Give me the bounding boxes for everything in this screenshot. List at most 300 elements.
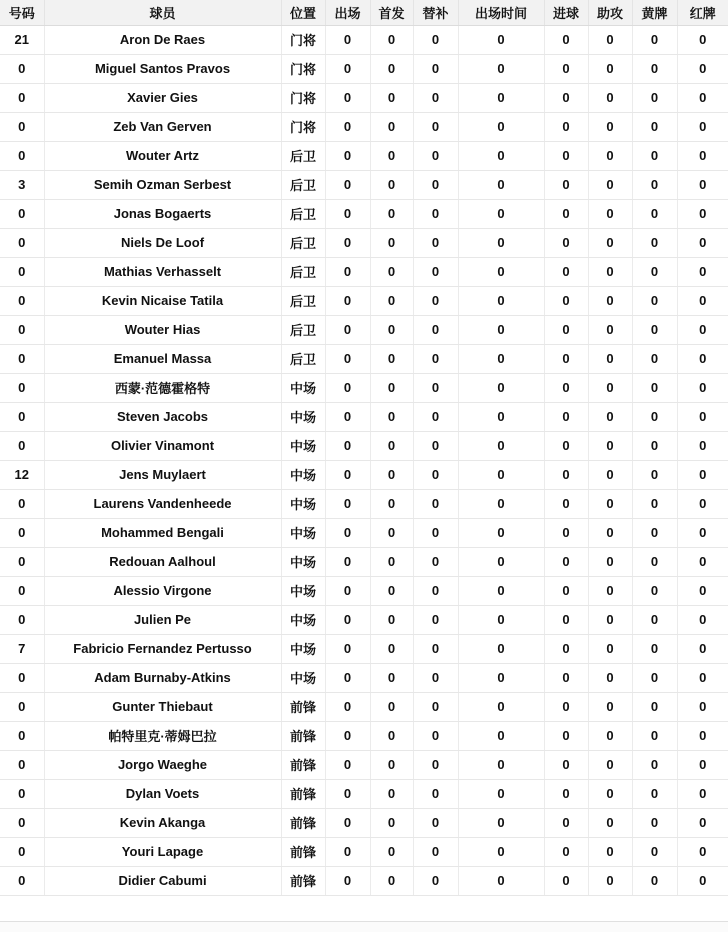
table-row (0, 83, 728, 112)
player-number-cell: 12 (0, 460, 44, 489)
player-name-cell: Steven Jacobs (44, 402, 281, 431)
starts-cell: 0 (370, 286, 413, 315)
position-cell: 门将 (281, 83, 325, 112)
substitute-cell: 0 (413, 228, 458, 257)
position-cell: 前锋 (281, 750, 325, 779)
assists-cell: 0 (588, 315, 632, 344)
starts-cell: 0 (370, 576, 413, 605)
table-row (0, 779, 728, 808)
table-row (0, 808, 728, 837)
yellow-cards-cell: 0 (632, 170, 677, 199)
player-name-cell: Kevin Akanga (44, 808, 281, 837)
player-number-cell: 0 (0, 431, 44, 460)
appearances-cell: 0 (325, 663, 370, 692)
column-header-yellow-cards: 黄牌 (632, 0, 677, 25)
red-cards-cell: 0 (677, 83, 728, 112)
player-name-cell: Laurens Vandenheede (44, 489, 281, 518)
minutes-cell: 0 (458, 257, 544, 286)
player-number-cell: 3 (0, 170, 44, 199)
yellow-cards-cell: 0 (632, 808, 677, 837)
position-cell: 后卫 (281, 257, 325, 286)
red-cards-cell: 0 (677, 257, 728, 286)
goals-cell: 0 (544, 344, 588, 373)
minutes-cell: 0 (458, 315, 544, 344)
appearances-cell: 0 (325, 692, 370, 721)
assists-cell: 0 (588, 721, 632, 750)
starts-cell: 0 (370, 750, 413, 779)
red-cards-cell: 0 (677, 460, 728, 489)
starts-cell: 0 (370, 83, 413, 112)
goals-cell: 0 (544, 837, 588, 866)
table-row (0, 837, 728, 866)
assists-cell: 0 (588, 373, 632, 402)
substitute-cell: 0 (413, 547, 458, 576)
yellow-cards-cell: 0 (632, 228, 677, 257)
goals-cell: 0 (544, 228, 588, 257)
assists-cell: 0 (588, 199, 632, 228)
yellow-cards-cell: 0 (632, 460, 677, 489)
player-name-cell: Redouan Aalhoul (44, 547, 281, 576)
header-row (0, 0, 728, 25)
player-number-cell: 0 (0, 257, 44, 286)
player-number-cell: 7 (0, 634, 44, 663)
substitute-cell: 0 (413, 866, 458, 895)
player-name-cell: Didier Cabumi (44, 866, 281, 895)
position-cell: 中场 (281, 402, 325, 431)
substitute-cell: 0 (413, 518, 458, 547)
assists-cell: 0 (588, 750, 632, 779)
substitute-cell: 0 (413, 199, 458, 228)
goals-cell: 0 (544, 170, 588, 199)
table-row (0, 228, 728, 257)
appearances-cell: 0 (325, 721, 370, 750)
player-number-cell: 0 (0, 402, 44, 431)
player-name-cell: Adam Burnaby-Atkins (44, 663, 281, 692)
starts-cell: 0 (370, 402, 413, 431)
player-number-cell: 0 (0, 808, 44, 837)
starts-cell: 0 (370, 808, 413, 837)
substitute-cell: 0 (413, 54, 458, 83)
starts-cell: 0 (370, 779, 413, 808)
assists-cell: 0 (588, 808, 632, 837)
position-cell: 前锋 (281, 692, 325, 721)
yellow-cards-cell: 0 (632, 779, 677, 808)
yellow-cards-cell: 0 (632, 141, 677, 170)
player-number-cell: 0 (0, 54, 44, 83)
yellow-cards-cell: 0 (632, 518, 677, 547)
goals-cell: 0 (544, 663, 588, 692)
table-row (0, 286, 728, 315)
appearances-cell: 0 (325, 25, 370, 54)
red-cards-cell: 0 (677, 112, 728, 141)
player-number-cell: 0 (0, 83, 44, 112)
goals-cell: 0 (544, 199, 588, 228)
player-number-cell: 0 (0, 373, 44, 402)
table-row (0, 257, 728, 286)
appearances-cell: 0 (325, 547, 370, 576)
table-row (0, 402, 728, 431)
starts-cell: 0 (370, 518, 413, 547)
starts-cell: 0 (370, 460, 413, 489)
player-number-cell: 21 (0, 25, 44, 54)
starts-cell: 0 (370, 605, 413, 634)
goals-cell: 0 (544, 750, 588, 779)
yellow-cards-cell: 0 (632, 692, 677, 721)
goals-cell: 0 (544, 141, 588, 170)
appearances-cell: 0 (325, 866, 370, 895)
assists-cell: 0 (588, 112, 632, 141)
red-cards-cell: 0 (677, 431, 728, 460)
position-cell: 中场 (281, 460, 325, 489)
table-row (0, 750, 728, 779)
position-cell: 后卫 (281, 344, 325, 373)
player-name-cell: Youri Lapage (44, 837, 281, 866)
position-cell: 门将 (281, 112, 325, 141)
minutes-cell: 0 (458, 25, 544, 54)
starts-cell: 0 (370, 228, 413, 257)
red-cards-cell: 0 (677, 199, 728, 228)
substitute-cell: 0 (413, 663, 458, 692)
appearances-cell: 0 (325, 634, 370, 663)
table-row (0, 634, 728, 663)
red-cards-cell: 0 (677, 808, 728, 837)
yellow-cards-cell: 0 (632, 431, 677, 460)
starts-cell: 0 (370, 315, 413, 344)
player-name-cell: Alessio Virgone (44, 576, 281, 605)
table-row (0, 489, 728, 518)
position-cell: 后卫 (281, 228, 325, 257)
red-cards-cell: 0 (677, 721, 728, 750)
appearances-cell: 0 (325, 170, 370, 199)
starts-cell: 0 (370, 692, 413, 721)
red-cards-cell: 0 (677, 663, 728, 692)
goals-cell: 0 (544, 431, 588, 460)
starts-cell: 0 (370, 141, 413, 170)
column-header-substitute: 替补 (413, 0, 458, 25)
goals-cell: 0 (544, 402, 588, 431)
starts-cell: 0 (370, 344, 413, 373)
table-body (0, 25, 728, 895)
yellow-cards-cell: 0 (632, 489, 677, 518)
minutes-cell: 0 (458, 373, 544, 402)
minutes-cell: 0 (458, 112, 544, 141)
position-cell: 中场 (281, 518, 325, 547)
assists-cell: 0 (588, 518, 632, 547)
yellow-cards-cell: 0 (632, 750, 677, 779)
player-name-cell: Julien Pe (44, 605, 281, 634)
player-number-cell: 0 (0, 692, 44, 721)
column-header-number: 号码 (0, 0, 44, 25)
goals-cell: 0 (544, 54, 588, 83)
player-number-cell: 0 (0, 837, 44, 866)
position-cell: 门将 (281, 54, 325, 83)
column-header-position: 位置 (281, 0, 325, 25)
yellow-cards-cell: 0 (632, 663, 677, 692)
red-cards-cell: 0 (677, 170, 728, 199)
minutes-cell: 0 (458, 199, 544, 228)
minutes-cell: 0 (458, 286, 544, 315)
appearances-cell: 0 (325, 257, 370, 286)
assists-cell: 0 (588, 576, 632, 605)
table-row (0, 663, 728, 692)
minutes-cell: 0 (458, 141, 544, 170)
minutes-cell: 0 (458, 460, 544, 489)
substitute-cell: 0 (413, 837, 458, 866)
goals-cell: 0 (544, 605, 588, 634)
minutes-cell: 0 (458, 431, 544, 460)
yellow-cards-cell: 0 (632, 866, 677, 895)
player-number-cell: 0 (0, 605, 44, 634)
minutes-cell: 0 (458, 54, 544, 83)
player-name-cell: Dylan Voets (44, 779, 281, 808)
appearances-cell: 0 (325, 286, 370, 315)
player-number-cell: 0 (0, 721, 44, 750)
goals-cell: 0 (544, 460, 588, 489)
substitute-cell: 0 (413, 170, 458, 199)
player-number-cell: 0 (0, 112, 44, 141)
position-cell: 前锋 (281, 866, 325, 895)
substitute-cell: 0 (413, 779, 458, 808)
substitute-cell: 0 (413, 750, 458, 779)
assists-cell: 0 (588, 779, 632, 808)
column-header-appearances: 出场 (325, 0, 370, 25)
appearances-cell: 0 (325, 489, 370, 518)
starts-cell: 0 (370, 837, 413, 866)
substitute-cell: 0 (413, 402, 458, 431)
substitute-cell: 0 (413, 576, 458, 605)
position-cell: 前锋 (281, 779, 325, 808)
red-cards-cell: 0 (677, 837, 728, 866)
yellow-cards-cell: 0 (632, 199, 677, 228)
substitute-cell: 0 (413, 692, 458, 721)
appearances-cell: 0 (325, 199, 370, 228)
appearances-cell: 0 (325, 431, 370, 460)
red-cards-cell: 0 (677, 54, 728, 83)
assists-cell: 0 (588, 866, 632, 895)
starts-cell: 0 (370, 721, 413, 750)
assists-cell: 0 (588, 460, 632, 489)
appearances-cell: 0 (325, 315, 370, 344)
table-row (0, 54, 728, 83)
appearances-cell: 0 (325, 373, 370, 402)
player-number-cell: 0 (0, 141, 44, 170)
assists-cell: 0 (588, 489, 632, 518)
goals-cell: 0 (544, 634, 588, 663)
assists-cell: 0 (588, 663, 632, 692)
starts-cell: 0 (370, 373, 413, 402)
position-cell: 前锋 (281, 808, 325, 837)
assists-cell: 0 (588, 837, 632, 866)
player-number-cell: 0 (0, 779, 44, 808)
appearances-cell: 0 (325, 460, 370, 489)
minutes-cell: 0 (458, 663, 544, 692)
goals-cell: 0 (544, 373, 588, 402)
starts-cell: 0 (370, 112, 413, 141)
starts-cell: 0 (370, 547, 413, 576)
yellow-cards-cell: 0 (632, 25, 677, 54)
player-number-cell: 0 (0, 547, 44, 576)
yellow-cards-cell: 0 (632, 344, 677, 373)
position-cell: 中场 (281, 431, 325, 460)
assists-cell: 0 (588, 286, 632, 315)
table-row (0, 199, 728, 228)
goals-cell: 0 (544, 83, 588, 112)
position-cell: 中场 (281, 373, 325, 402)
red-cards-cell: 0 (677, 315, 728, 344)
yellow-cards-cell: 0 (632, 112, 677, 141)
substitute-cell: 0 (413, 605, 458, 634)
table-row (0, 605, 728, 634)
substitute-cell: 0 (413, 25, 458, 54)
goals-cell: 0 (544, 576, 588, 605)
substitute-cell: 0 (413, 489, 458, 518)
table-row (0, 315, 728, 344)
starts-cell: 0 (370, 54, 413, 83)
appearances-cell: 0 (325, 518, 370, 547)
table-row (0, 112, 728, 141)
table-row (0, 170, 728, 199)
substitute-cell: 0 (413, 721, 458, 750)
player-name-cell: 西蒙·范德霍格特 (44, 373, 281, 402)
starts-cell: 0 (370, 25, 413, 54)
goals-cell: 0 (544, 547, 588, 576)
starts-cell: 0 (370, 866, 413, 895)
assists-cell: 0 (588, 634, 632, 663)
minutes-cell: 0 (458, 750, 544, 779)
minutes-cell: 0 (458, 489, 544, 518)
red-cards-cell: 0 (677, 228, 728, 257)
yellow-cards-cell: 0 (632, 373, 677, 402)
red-cards-cell: 0 (677, 692, 728, 721)
player-name-cell: Mathias Verhasselt (44, 257, 281, 286)
player-number-cell: 0 (0, 663, 44, 692)
position-cell: 中场 (281, 489, 325, 518)
red-cards-cell: 0 (677, 402, 728, 431)
player-number-cell: 0 (0, 228, 44, 257)
player-name-cell: Emanuel Massa (44, 344, 281, 373)
starts-cell: 0 (370, 634, 413, 663)
table-row (0, 431, 728, 460)
minutes-cell: 0 (458, 170, 544, 199)
minutes-cell: 0 (458, 837, 544, 866)
position-cell: 后卫 (281, 199, 325, 228)
position-cell: 中场 (281, 663, 325, 692)
position-cell: 后卫 (281, 315, 325, 344)
player-name-cell: Zeb Van Gerven (44, 112, 281, 141)
substitute-cell: 0 (413, 431, 458, 460)
player-name-cell: Xavier Gies (44, 83, 281, 112)
yellow-cards-cell: 0 (632, 315, 677, 344)
substitute-cell: 0 (413, 315, 458, 344)
appearances-cell: 0 (325, 83, 370, 112)
substitute-cell: 0 (413, 286, 458, 315)
red-cards-cell: 0 (677, 547, 728, 576)
appearances-cell: 0 (325, 750, 370, 779)
table-row (0, 721, 728, 750)
position-cell: 后卫 (281, 286, 325, 315)
yellow-cards-cell: 0 (632, 721, 677, 750)
minutes-cell: 0 (458, 83, 544, 112)
red-cards-cell: 0 (677, 750, 728, 779)
starts-cell: 0 (370, 257, 413, 286)
appearances-cell: 0 (325, 779, 370, 808)
player-name-cell: Jorgo Waeghe (44, 750, 281, 779)
yellow-cards-cell: 0 (632, 605, 677, 634)
appearances-cell: 0 (325, 228, 370, 257)
yellow-cards-cell: 0 (632, 837, 677, 866)
goals-cell: 0 (544, 25, 588, 54)
player-number-cell: 0 (0, 750, 44, 779)
red-cards-cell: 0 (677, 866, 728, 895)
position-cell: 中场 (281, 576, 325, 605)
player-name-cell: Mohammed Bengali (44, 518, 281, 547)
player-name-cell: 帕特里克·蒂姆巴拉 (44, 721, 281, 750)
minutes-cell: 0 (458, 779, 544, 808)
substitute-cell: 0 (413, 373, 458, 402)
yellow-cards-cell: 0 (632, 402, 677, 431)
goals-cell: 0 (544, 866, 588, 895)
yellow-cards-cell: 0 (632, 257, 677, 286)
column-header-starts: 首发 (370, 0, 413, 25)
yellow-cards-cell: 0 (632, 547, 677, 576)
red-cards-cell: 0 (677, 25, 728, 54)
player-name-cell: Fabricio Fernandez Pertusso (44, 634, 281, 663)
appearances-cell: 0 (325, 402, 370, 431)
starts-cell: 0 (370, 489, 413, 518)
substitute-cell: 0 (413, 344, 458, 373)
substitute-cell: 0 (413, 141, 458, 170)
player-number-cell: 0 (0, 489, 44, 518)
appearances-cell: 0 (325, 837, 370, 866)
goals-cell: 0 (544, 518, 588, 547)
goals-cell: 0 (544, 808, 588, 837)
goals-cell: 0 (544, 112, 588, 141)
minutes-cell: 0 (458, 634, 544, 663)
player-name-cell: Olivier Vinamont (44, 431, 281, 460)
position-cell: 后卫 (281, 170, 325, 199)
appearances-cell: 0 (325, 344, 370, 373)
player-number-cell: 0 (0, 286, 44, 315)
yellow-cards-cell: 0 (632, 576, 677, 605)
player-number-cell: 0 (0, 866, 44, 895)
minutes-cell: 0 (458, 576, 544, 605)
table-row (0, 373, 728, 402)
goals-cell: 0 (544, 721, 588, 750)
assists-cell: 0 (588, 228, 632, 257)
red-cards-cell: 0 (677, 373, 728, 402)
starts-cell: 0 (370, 431, 413, 460)
red-cards-cell: 0 (677, 779, 728, 808)
substitute-cell: 0 (413, 257, 458, 286)
position-cell: 前锋 (281, 721, 325, 750)
position-cell: 中场 (281, 634, 325, 663)
table-row (0, 576, 728, 605)
column-header-assists: 助攻 (588, 0, 632, 25)
player-name-cell: Niels De Loof (44, 228, 281, 257)
appearances-cell: 0 (325, 141, 370, 170)
red-cards-cell: 0 (677, 605, 728, 634)
column-header-red-cards: 红牌 (677, 0, 728, 25)
player-name-cell: Gunter Thiebaut (44, 692, 281, 721)
appearances-cell: 0 (325, 808, 370, 837)
minutes-cell: 0 (458, 866, 544, 895)
yellow-cards-cell: 0 (632, 54, 677, 83)
player-name-cell: Wouter Hias (44, 315, 281, 344)
red-cards-cell: 0 (677, 141, 728, 170)
position-cell: 中场 (281, 547, 325, 576)
appearances-cell: 0 (325, 576, 370, 605)
player-number-cell: 0 (0, 344, 44, 373)
